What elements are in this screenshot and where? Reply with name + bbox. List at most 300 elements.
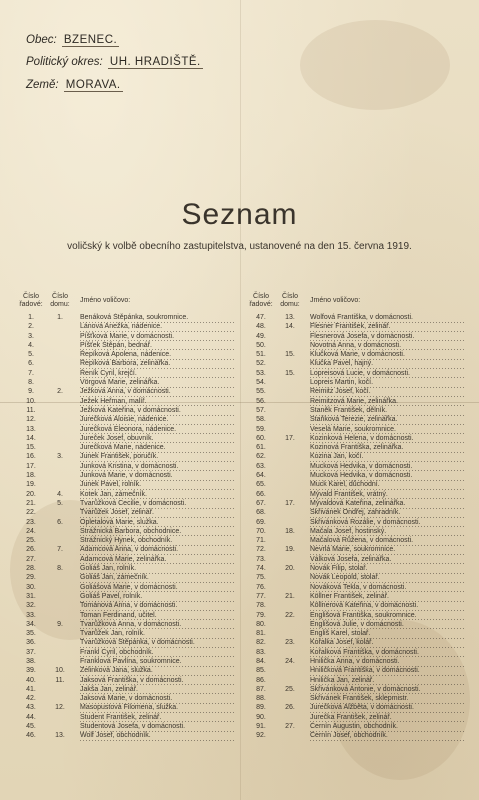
voter-name: Veselá Marie, soukromnice.	[310, 425, 466, 434]
voter-row	[18, 499, 236, 508]
voter-row	[248, 555, 466, 564]
voter-name: Muck Karel, důchodní.	[310, 480, 466, 489]
voter-row	[18, 657, 236, 666]
row-number: 60.	[256, 434, 266, 442]
voter-name: Kozinková Helena, v domácnosti.	[310, 434, 466, 443]
voter-rows	[248, 313, 466, 741]
row-number: 83.	[256, 648, 266, 656]
voter-name: Jureček Josef, obuvník.	[80, 434, 236, 443]
row-number: 44.	[26, 713, 36, 721]
voter-name: Vörgová Marie, zelinářka.	[80, 378, 236, 387]
voter-row	[18, 527, 236, 536]
obec-line	[26, 34, 119, 46]
row-number: 91.	[256, 723, 266, 731]
voter-name: Masopustová Filomena, služka.	[80, 703, 236, 712]
voter-row	[248, 536, 466, 545]
voter-name: Skřivánek František, sklepmistr.	[310, 694, 466, 703]
voter-row	[248, 452, 466, 461]
voter-row	[18, 387, 236, 396]
row-number: 32.	[26, 602, 36, 610]
row-number: 51.	[256, 351, 266, 359]
voter-name: Zelinková Jana, služka.	[80, 666, 236, 675]
row-number: 23.	[26, 518, 36, 526]
house-number: 12.	[55, 704, 65, 712]
voter-name: Černín Augustin, obchodník.	[310, 722, 466, 731]
voter-row	[248, 313, 466, 322]
voter-row	[18, 648, 236, 657]
row-number: 89.	[256, 704, 266, 712]
row-number: 92.	[256, 732, 266, 740]
row-number: 38.	[26, 657, 36, 665]
row-number: 79.	[256, 611, 266, 619]
okres-value: UH. HRADIŠTĚ.	[109, 56, 201, 68]
row-number: 2.	[28, 323, 34, 331]
row-number: 64.	[256, 472, 266, 480]
voter-row	[18, 322, 236, 331]
voter-row	[18, 341, 236, 350]
voter-name: Flesner František, zelinář.	[310, 322, 466, 331]
voter-name: Tvarůžková Anna, v domácnosti.	[80, 620, 236, 629]
row-number: 45.	[26, 723, 36, 731]
row-number: 49.	[256, 332, 266, 340]
zeme-line	[26, 79, 123, 91]
voter-row	[248, 350, 466, 359]
voter-row	[248, 527, 466, 536]
house-number: 3.	[57, 453, 63, 461]
voter-row	[248, 341, 466, 350]
voter-row	[248, 518, 466, 527]
voter-name: Tvarůžek Jan, rolník.	[80, 629, 236, 638]
voter-row	[248, 332, 466, 341]
voter-row	[18, 601, 236, 610]
voter-name: Mucková Hedvika, v domácnosti.	[310, 462, 466, 471]
row-number: 81.	[256, 630, 266, 638]
row-number: 26.	[26, 546, 36, 554]
row-number: 68.	[256, 509, 266, 517]
voter-name: Hnilička Anna, v domácnosti.	[310, 657, 466, 666]
row-number: 12.	[26, 416, 36, 424]
voter-name: Řepíková Barbora, zelinářka.	[80, 359, 236, 368]
voter-row	[248, 480, 466, 489]
row-number: 46.	[26, 732, 36, 740]
row-number: 33.	[26, 611, 36, 619]
voter-name: Tvarůžek Josef, zelinář.	[80, 508, 236, 517]
voter-list-left-column	[18, 291, 236, 741]
voter-name: Wolf Josef, obchodník.	[80, 731, 236, 740]
voter-name: Strážnický Hynek, obchodník.	[80, 536, 236, 545]
voter-row	[18, 490, 236, 499]
voter-row	[18, 676, 236, 685]
voter-name: Reimitz Josef, kočí.	[310, 387, 466, 396]
voter-row	[248, 666, 466, 675]
house-number: 13.	[55, 732, 65, 740]
house-number: 23.	[285, 639, 295, 647]
row-number: 65.	[256, 481, 266, 489]
row-number: 90.	[256, 713, 266, 721]
voter-row	[248, 657, 466, 666]
voter-row	[18, 471, 236, 480]
row-number: 77.	[256, 592, 266, 600]
voter-row	[18, 332, 236, 341]
voter-name: Jakša Jan, zelinář.	[80, 685, 236, 694]
column-header-radove: Číslo řadové:	[19, 293, 43, 308]
row-number: 29.	[26, 574, 36, 582]
house-number: 14.	[285, 323, 295, 331]
voter-name: Klučková Marie, v domácnosti.	[310, 350, 466, 359]
voter-row	[248, 601, 466, 610]
voter-row	[248, 322, 466, 331]
voter-name: Novák Filip, stolař.	[310, 564, 466, 573]
okres-line	[26, 56, 203, 68]
voter-name: Opletalová Marie, služka.	[80, 518, 236, 527]
voter-row	[18, 350, 236, 359]
house-number: 26.	[285, 704, 295, 712]
house-number: 18.	[285, 527, 295, 535]
voter-row	[18, 480, 236, 489]
voter-row	[18, 620, 236, 629]
voter-name: Tománová Anna, v domácnosti.	[80, 601, 236, 610]
house-number: 9.	[57, 620, 63, 628]
voter-row	[248, 545, 466, 554]
voter-name: Studentová Josefa, v domácnosti.	[80, 722, 236, 731]
voter-row	[248, 685, 466, 694]
voter-name: Jaksová Marie, v domácnosti.	[80, 694, 236, 703]
voter-name: Adamcová Marie, zelinářka.	[80, 555, 236, 564]
row-number: 35.	[26, 630, 36, 638]
row-number: 86.	[256, 676, 266, 684]
house-number: 22.	[285, 611, 295, 619]
house-number: 27.	[285, 723, 295, 731]
row-number: 31.	[26, 592, 36, 600]
row-number: 72.	[256, 546, 266, 554]
voter-name: Píšťek Štěpán, bednář.	[80, 341, 236, 350]
voter-name: Skřivánková Rozálie, v domácnosti.	[310, 518, 466, 527]
row-number: 87.	[256, 685, 266, 693]
row-number: 22.	[26, 509, 36, 517]
row-number: 13.	[26, 425, 36, 433]
row-number: 59.	[256, 425, 266, 433]
voter-name: Staňková Terezie, zelinářka.	[310, 415, 466, 424]
voter-name: Skřivánek Ondřej, zahradník.	[310, 508, 466, 517]
voter-row	[18, 434, 236, 443]
voter-row	[18, 638, 236, 647]
voter-name: Ježková Anna, v domácnosti.	[80, 387, 236, 396]
row-number: 47.	[256, 314, 266, 321]
voter-row	[18, 425, 236, 434]
voter-row	[18, 731, 236, 740]
house-number: 25.	[285, 685, 295, 693]
voter-row	[248, 471, 466, 480]
voter-row	[248, 378, 466, 387]
row-number: 3.	[28, 332, 34, 340]
voter-row	[18, 462, 236, 471]
voter-name: Köllnerová Kateřina, v domácnosti.	[310, 601, 466, 610]
voter-name: Kozinová Františka, zelinářka.	[310, 443, 466, 452]
row-number: 19.	[26, 481, 36, 489]
voter-name: Hniličková Františka, v domácnosti.	[310, 666, 466, 675]
row-number: 16.	[26, 453, 36, 461]
voter-row	[248, 620, 466, 629]
voter-name: Novotná Anna, v domácnosti.	[310, 341, 466, 350]
row-number: 20.	[26, 490, 36, 498]
row-number: 28.	[26, 565, 36, 573]
voter-name: Mačala Josef, hostinský.	[310, 527, 466, 536]
voter-name: Řepíková Apolena, nádenice.	[80, 350, 236, 359]
voter-name: Frankl Cyril, obchodník.	[80, 648, 236, 657]
row-number: 57.	[256, 406, 266, 414]
voter-row	[18, 415, 236, 424]
row-number: 82.	[256, 639, 266, 647]
row-number: 74.	[256, 565, 266, 573]
voter-name: Flesnerová Josefa, v domácnosti.	[310, 332, 466, 341]
row-number: 41.	[26, 685, 36, 693]
voter-name: Píšťková Marie, v domácnosti.	[80, 332, 236, 341]
voter-row	[18, 564, 236, 573]
paper-stain	[300, 20, 450, 110]
house-number: 17.	[285, 434, 295, 442]
row-number: 61.	[256, 444, 266, 452]
column-header-jmeno: Jméno voličovo:	[80, 297, 131, 304]
row-number: 67.	[256, 499, 266, 507]
voter-name: Kořalka Josef, kolář.	[310, 638, 466, 647]
voter-row	[18, 694, 236, 703]
house-number: 10.	[55, 667, 65, 675]
zeme-value: MORAVA.	[65, 79, 121, 91]
voter-row	[248, 722, 466, 731]
voter-row	[248, 443, 466, 452]
voter-name: Goliáš Jan, zámečník.	[80, 573, 236, 582]
column-header-domu: Číslo domu:	[50, 293, 70, 308]
voter-name: Junek František, poručík.	[80, 452, 236, 461]
voter-row	[248, 387, 466, 396]
row-number: 34.	[26, 620, 36, 628]
voter-row	[248, 499, 466, 508]
voter-row	[248, 508, 466, 517]
voter-row	[18, 369, 236, 378]
voter-row	[18, 536, 236, 545]
voter-name: Lánová Anežka, nádenice.	[80, 322, 236, 331]
column-header-radove: Číslo řadové:	[249, 293, 273, 308]
voter-name: Jaksová Františka, v domácnosti.	[80, 676, 236, 685]
voter-name: Toman Ferdinand, učitel.	[80, 611, 236, 620]
obec-label: Obec:	[26, 34, 57, 46]
house-number: 17.	[285, 499, 295, 507]
voter-name: Student František, zelinář.	[80, 713, 236, 722]
row-number: 14.	[26, 434, 36, 442]
voter-name: Řeník Cyril, krejčí.	[80, 369, 236, 378]
row-number: 58.	[256, 416, 266, 424]
voter-row	[18, 713, 236, 722]
voter-rows	[18, 313, 236, 741]
voter-row	[18, 555, 236, 564]
voter-row	[248, 425, 466, 434]
row-number: 7.	[28, 369, 34, 377]
voter-row	[18, 685, 236, 694]
row-number: 56.	[256, 397, 266, 405]
row-number: 75.	[256, 574, 266, 582]
row-number: 63.	[256, 462, 266, 470]
voter-row	[18, 629, 236, 638]
row-number: 50.	[256, 341, 266, 349]
row-number: 18.	[26, 472, 36, 480]
row-number: 85.	[256, 667, 266, 675]
voter-row	[18, 583, 236, 592]
row-number: 39.	[26, 667, 36, 675]
voter-row	[248, 434, 466, 443]
document-title: Seznam	[181, 198, 298, 231]
voter-row	[18, 508, 236, 517]
row-number: 76.	[256, 583, 266, 591]
voter-name: Hnilička Jan, zelinář.	[310, 676, 466, 685]
voter-name: Staněk František, dělník.	[310, 406, 466, 415]
voter-name: Englišová Julie, v domácnosti.	[310, 620, 466, 629]
voter-row	[18, 611, 236, 620]
voter-row	[18, 722, 236, 731]
voter-name: Mucková Hedvika, v domácnosti.	[310, 471, 466, 480]
voter-name: Novák Leopold, stolař.	[310, 573, 466, 582]
voter-row	[18, 378, 236, 387]
voter-row	[18, 545, 236, 554]
document-subtitle: voličský k volbě obecního zastupitelstva, ustanovené na den 15. června 1919.	[67, 241, 412, 252]
row-number: 17.	[26, 462, 36, 470]
voter-name: Skřivánková Antonie, v domácnosti.	[310, 685, 466, 694]
voter-name: Kotek Jan, zámečník.	[80, 490, 236, 499]
row-number: 4.	[28, 341, 34, 349]
house-number: 8.	[57, 565, 63, 573]
house-number: 7.	[57, 546, 63, 554]
house-number: 20.	[285, 565, 295, 573]
house-number: 24.	[285, 657, 295, 665]
voter-name: Franklová Pavlína, soukromnice.	[80, 657, 236, 666]
row-number: 54.	[256, 379, 266, 387]
row-number: 66.	[256, 490, 266, 498]
voter-row	[248, 369, 466, 378]
row-number: 84.	[256, 657, 266, 665]
obec-value: BZENEC.	[63, 34, 118, 46]
row-number: 48.	[256, 323, 266, 331]
row-number: 69.	[256, 518, 266, 526]
row-number: 30.	[26, 583, 36, 591]
row-number: 42.	[26, 695, 36, 703]
column-header-jmeno: Jméno voličovo:	[310, 297, 361, 304]
column-header-domu: Číslo domu:	[280, 293, 300, 308]
voter-name: Strážnická Barbora, obchodnice.	[80, 527, 236, 536]
voter-name: Adamcová Anna, v domácnosti.	[80, 545, 236, 554]
voter-row	[248, 573, 466, 582]
voter-name: Mývaldová Kateřina, zelinářka.	[310, 499, 466, 508]
house-number: 1.	[57, 314, 63, 321]
row-number: 5.	[28, 351, 34, 359]
voter-name: Engliš Karel, stolař.	[310, 629, 466, 638]
column-header	[248, 291, 466, 313]
house-number: 19.	[285, 546, 295, 554]
voter-name: Lopreisová Lucie, v domácnosti.	[310, 369, 466, 378]
voter-name: Junková Kristina, v domácnosti.	[80, 462, 236, 471]
voter-name: Wolfová Františka, v domácnosti.	[310, 313, 466, 322]
voter-row	[18, 313, 236, 322]
voter-name: Nevrlá Marie, soukromnice.	[310, 545, 466, 554]
voter-row	[248, 694, 466, 703]
row-number: 53.	[256, 369, 266, 377]
voter-name: Benáková Štěpánka, soukromnice.	[80, 313, 236, 322]
voter-row	[18, 573, 236, 582]
voter-row	[248, 462, 466, 471]
voter-row	[248, 359, 466, 368]
house-number: 5.	[57, 499, 63, 507]
row-number: 27.	[26, 555, 36, 563]
voter-name: Goliáš Pavel, rolník.	[80, 592, 236, 601]
row-number: 70.	[256, 527, 266, 535]
voter-name: Jurečková Alžběta, v domácnosti.	[310, 703, 466, 712]
house-number: 21.	[285, 592, 295, 600]
voter-name: Jurečková Marie, nádenice.	[80, 443, 236, 452]
row-number: 52.	[256, 360, 266, 368]
voter-row	[18, 406, 236, 415]
voter-name: Černín Josef, obchodník.	[310, 731, 466, 740]
row-number: 11.	[26, 406, 36, 414]
house-number: 15.	[285, 351, 295, 359]
voter-row	[248, 676, 466, 685]
row-number: 37.	[26, 648, 36, 656]
row-number: 36.	[26, 639, 36, 647]
row-number: 10.	[26, 397, 36, 405]
voter-name: Goliáš Jan, rolník.	[80, 564, 236, 573]
house-number: 6.	[57, 518, 63, 526]
voter-row	[248, 564, 466, 573]
house-number: 13.	[285, 314, 295, 321]
voter-row	[248, 638, 466, 647]
voter-name: Kořalková Františka, v domácnosti.	[310, 648, 466, 657]
row-number: 9.	[28, 388, 34, 396]
voter-row	[248, 648, 466, 657]
voter-name: Goliášová Marie, v domácnosti.	[80, 583, 236, 592]
voter-row	[248, 397, 466, 406]
voter-name: Junková Marie, v domácnosti.	[80, 471, 236, 480]
voter-list-right-column	[248, 291, 466, 741]
row-number: 8.	[28, 379, 34, 387]
voter-name: Englišová Františka, soukromnice.	[310, 611, 466, 620]
row-number: 15.	[26, 444, 36, 452]
voter-name: Jurečková Eleonora, nádenice.	[80, 425, 236, 434]
row-number: 78.	[256, 602, 266, 610]
voter-name: Lopreis Martin, kočí.	[310, 378, 466, 387]
row-number: 6.	[28, 360, 34, 368]
voter-row	[248, 583, 466, 592]
voter-row	[18, 666, 236, 675]
row-number: 25.	[26, 537, 36, 545]
paper-fold-line	[240, 0, 241, 800]
voter-row	[18, 452, 236, 461]
row-number: 43.	[26, 704, 36, 712]
house-number: 15.	[285, 369, 295, 377]
row-number: 73.	[256, 555, 266, 563]
voter-name: Tvarůžková Štěpánka, v domácnosti.	[80, 638, 236, 647]
voter-row	[18, 359, 236, 368]
zeme-label: Země:	[26, 79, 59, 91]
voter-name: Junek Pavel, rolník.	[80, 480, 236, 489]
voter-row	[248, 611, 466, 620]
voter-row	[248, 629, 466, 638]
row-number: 88.	[256, 695, 266, 703]
house-number: 4.	[57, 490, 63, 498]
column-header	[18, 291, 236, 313]
voter-name: Reimitzová Marie, zelinářka.	[310, 397, 466, 406]
voter-name: Jurečková Aloisie, nádenice.	[80, 415, 236, 424]
voter-row	[248, 703, 466, 712]
okres-label: Politický okres:	[26, 56, 103, 68]
voter-name: Ježková Kateřina, v domácnosti.	[80, 406, 236, 415]
voter-row	[248, 731, 466, 740]
